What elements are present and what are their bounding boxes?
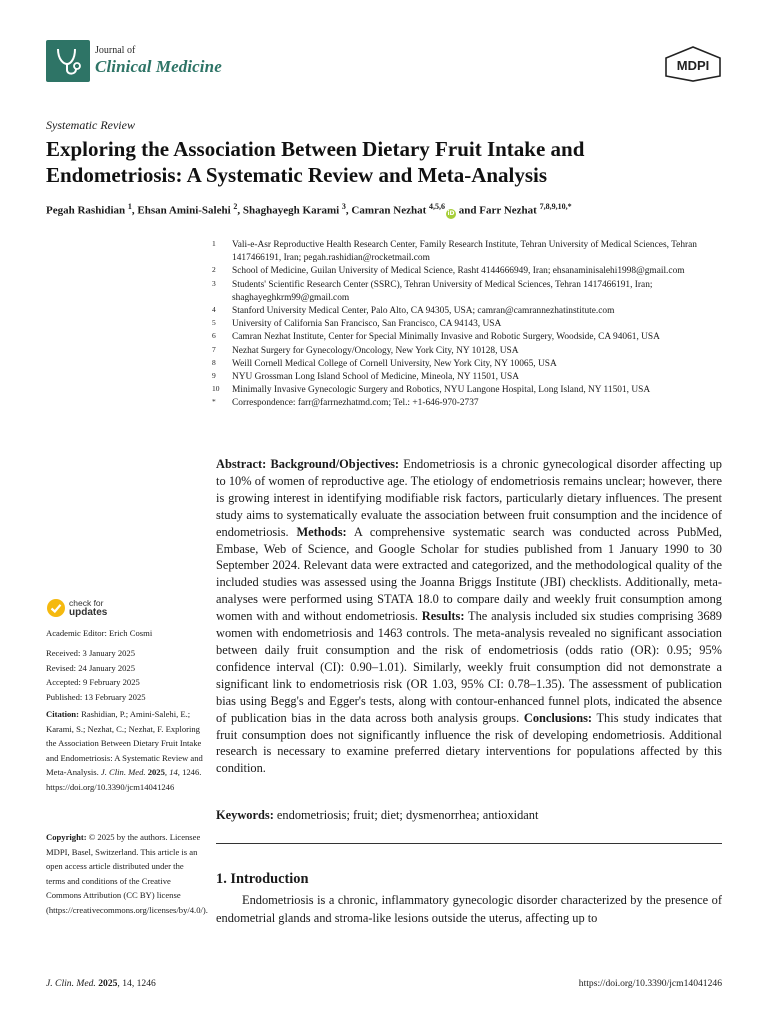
affiliation-item (212, 384, 732, 397)
article-type: Systematic Review (46, 118, 135, 132)
journal-name: Clinical Medicine (95, 57, 222, 76)
conclusions-text: This study indicates that fruit consumption does not significantly influence the risk of developing endometriosis. Additional research is necessary to examine preferred dietary interventions for populations affected by this condition. (216, 710, 722, 776)
conclusions-label: Conclusions: (523, 710, 593, 725)
affiliation-text: School of Medicine, Guilan University of Medical Science, Rasht 4144666949, Iran; ehsanaminisalehi1998@gmail.com (232, 266, 685, 277)
check-for-updates-line2[interactable]: updates (69, 607, 108, 618)
affiliation-number: 8 (212, 357, 216, 367)
citation-volume: , 14 (164, 767, 178, 778)
affiliation-item (212, 279, 732, 305)
affiliation-text: Nezhat Surgery for Gynecology/Oncology, New York City, NY 10128, USA (232, 345, 519, 356)
citation-label: Citation: (46, 709, 79, 719)
article-title (46, 136, 736, 188)
affiliation-text: Weill Cornell Medical College of Cornell University, New York City, NY 10065, USA (232, 358, 557, 369)
affiliation-text: Camran Nezhat Institute, Center for Special Minimally Invasive and Robotic Surgery, Woodside, CA 94061, USA (232, 332, 660, 343)
author-affil-sup: 7,8,9,10,* (539, 202, 572, 211)
stethoscope-icon (46, 40, 90, 82)
copyright-label: Copyright: (46, 832, 87, 842)
affiliation-text: Vali-e-Asr Reproductive Health Research Center, Family Research Institute, Tehran University of Medical Sciences, Tehran 1417466191, Iran; pegah.rashidian@rocketmail.com (232, 240, 697, 264)
author-affil-sup: 1 (127, 202, 132, 211)
mdpi-logo-text: MDPI (676, 58, 710, 73)
affiliation-item (212, 265, 732, 278)
methods-label: Methods: (296, 524, 347, 539)
results-label: Results: (421, 609, 465, 624)
affiliation-number: 4 (212, 305, 216, 315)
journal-of-label: Journal of (95, 45, 136, 56)
methods-text: A comprehensive systematic search was conducted across PubMed, Embase, Web of Science, and Google Scholar for studies published from 1 January 1990 to 30 September 2024. Relevant data were extracted and categorized, and the methodological quality of the included studies was assessed using the Joanna Briggs Institute (JBI) checklists. Additionally, meta-analyses were performed using STATA 18.0 to compare daily and weekly fruit consumption among women with and without endometriosis. (216, 524, 722, 624)
copyright-block (46, 830, 208, 918)
affiliation-item (212, 358, 732, 371)
author-name[interactable]: Shaghayegh Karami (242, 204, 340, 217)
affiliation-text: Stanford University Medical Center, Palo Alto, CA 94305, USA; camran@camrannezhatinstitute.com (232, 306, 615, 317)
correspondence-item (212, 397, 732, 410)
check-for-updates-line1[interactable]: check for (69, 598, 104, 608)
affiliation-text: Students' Scientific Research Center (SSRC), Tehran University of Medical Sciences, Tehran 1417466191, Iran; shaghayeghkrm99@gmail.com (232, 279, 653, 303)
keywords-text: endometriosis; fruit; diet; dysmenorrhea; antioxidant (273, 808, 539, 822)
author-name[interactable]: Farr Nezhat (479, 204, 537, 217)
affiliation-item (212, 239, 732, 265)
title-line-2: Endometriosis: A Systematic Review and Meta-Analysis (46, 163, 548, 187)
orcid-icon[interactable]: iD (447, 209, 455, 217)
affiliation-number: 10 (212, 384, 220, 394)
author-affil-sup: 4,5,6 (429, 202, 446, 211)
citation-year: 2025 (145, 767, 165, 778)
footer-journal: J. Clin. Med. (46, 978, 96, 989)
footer-year: 2025 (95, 978, 118, 989)
affiliation-number: 1 (212, 239, 216, 248)
footer-citation (46, 978, 156, 989)
affiliation-item (212, 305, 732, 318)
affiliation-item (212, 318, 732, 331)
affiliation-number: 9 (212, 371, 216, 381)
received-date: Received: 3 January 2025 (46, 648, 136, 658)
keywords (216, 808, 722, 823)
abstract (216, 456, 722, 777)
accepted-date: Accepted: 9 February 2025 (46, 677, 140, 688)
author-name[interactable]: Ehsan Amini-Salehi (137, 204, 231, 217)
affiliation-number: 2 (212, 265, 216, 275)
citation-doi[interactable]: , 1246. https://doi.org/10.3390/jcm14041246 (46, 767, 202, 792)
affiliation-number: 7 (212, 344, 216, 354)
results-text: The analysis included six studies comprising 3689 women with endometriosis and 1463 controls. The meta-analysis revealed no significant association between daily fruit consumption and the risk of endometriosis (odds ratio (OR): 0.95; 95% confidence interval (CI): 0.90–1.01). Similarly, weekly fruit consumption did not demonstrate a significant link to endometriosis risk (OR 1.03, 95% CI: 0.78–1.35). The assessment of publication bias using Begg's and Egger's tests, along with contour-enhanced funnel plots, indicated the absence of publication bias in the data across both analysis groups. (216, 609, 722, 725)
section-divider (216, 843, 722, 844)
introduction-heading: 1. Introduction (216, 871, 309, 887)
introduction-text: Endometriosis is a chronic, inflammatory gynecologic disorder characterized by the presence of endometrial glands and stroma-like lesions outside the uterus, affecting up to (216, 893, 722, 925)
affiliation-text: University of California San Francisco, San Francisco, CA 94143, USA (232, 319, 502, 330)
mdpi-logo (664, 46, 722, 82)
revised-date: Revised: 24 January 2025 (46, 662, 136, 673)
copyright-text: © 2025 by the authors. Licensee MDPI, Basel, Switzerland. This article is an open access article distributed under the terms and conditions of the Creative Commons Attribution (CC BY) license (https://creativecommons.org/licenses/by/4.0/). (46, 832, 208, 915)
footer-doi-link[interactable]: https://doi.org/10.3390/jcm14041246 (578, 978, 722, 989)
citation-journal: J. Clin. Med. (100, 767, 146, 778)
affiliation-number: * (212, 397, 216, 407)
affiliation-number: 5 (212, 318, 216, 328)
affiliation-number: 6 (212, 331, 216, 341)
publication-dates (46, 646, 204, 704)
author-separator: and (456, 204, 480, 217)
affiliation-list (212, 239, 732, 411)
title-line-1: Exploring the Association Between Dietary Fruit Intake and (46, 137, 585, 161)
abstract-label: Abstract: (216, 457, 267, 471)
check-for-updates-icon[interactable] (46, 598, 66, 618)
author-affil-sup: 3 (341, 202, 346, 211)
published-date: Published: 13 February 2025 (46, 691, 146, 702)
citation-text: Rashidian, P.; Amini-Salehi, E.; Karami, S.; Nezhat, C.; Nezhat, F. Exploring the Association Between Dietary Fruit Intake and Endometriosis: A Systematic Review and Meta-Analysis. (46, 709, 203, 778)
keywords-label: Keywords: (216, 808, 274, 822)
citation-block (46, 707, 204, 795)
academic-editor: Academic Editor: Erich Cosmi (46, 628, 153, 638)
affiliation-number: 3 (212, 278, 216, 288)
background-text: Endometriosis is a chronic gynecological disorder affecting up to 10% of women of reproductive age. The etiology of endometriosis remains unclear; however, there is growing interest in identifying modifiable risk factors, particularly dietary influences. The present study aims to systematically evaluate the association between fruit consumption and the incidence of endometriosis. (216, 457, 722, 539)
affiliation-item (212, 345, 732, 358)
author-separator: , (237, 204, 243, 217)
affiliation-text: NYU Grossman Long Island School of Medicine, Mineola, NY 11501, USA (232, 372, 520, 383)
author-name[interactable]: Camran Nezhat (351, 204, 427, 217)
author-affil-sup: 2 (233, 202, 238, 211)
affiliation-text: Minimally Invasive Gynecologic Surgery and Robotics, NYU Langone Hospital, Long Island, NY 11501, USA (232, 385, 651, 396)
correspondence-text: Correspondence: farr@farrnezhatmd.com; Tel.: +1-646-970-2737 (232, 398, 479, 409)
background-label: Background/Objectives: (270, 457, 400, 471)
author-separator: , (131, 204, 138, 217)
footer-volume-page: , 14, 1246 (117, 978, 156, 989)
author-list (46, 200, 746, 219)
author-separator: , (345, 204, 352, 217)
journal-logo (46, 40, 90, 82)
affiliation-item (212, 371, 732, 384)
affiliation-item (212, 331, 732, 344)
author-name[interactable]: Pegah Rashidian (46, 204, 126, 217)
